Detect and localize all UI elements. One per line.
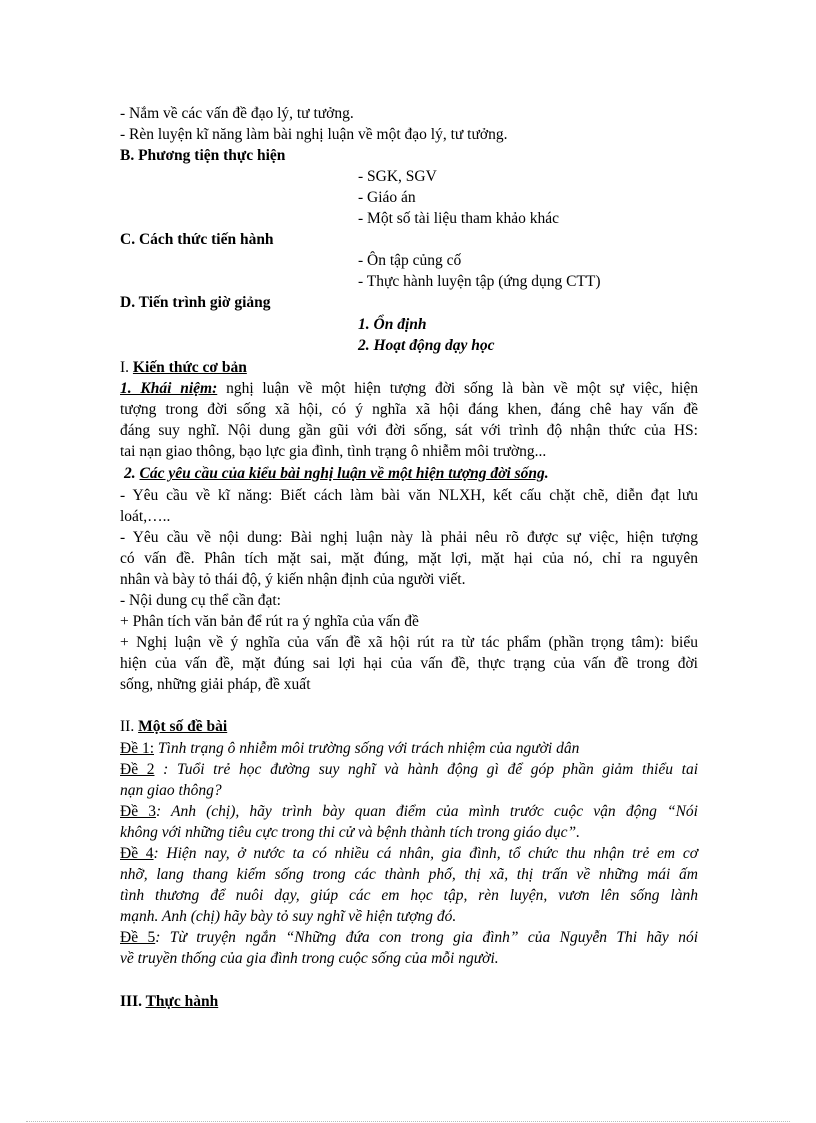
section-c-title: C. Cách thức tiến hành [120,231,274,248]
topic-5-line-2: về truyền thống của gia đình trong cuộc sống của mỗi người. [120,950,499,967]
requirements-heading [124,464,549,484]
req-num: 2. [124,465,140,482]
concept-label: 1. Khái niệm: [120,380,218,397]
topic-3-label: Đề 3 [120,803,156,820]
topic-3-text: : Anh (chị), hãy trình bày quan điểm của mình trước cuộc vận động “Nói [155,803,698,820]
topic-2-text: : Tuổi trẻ học đường suy nghĩ và hành động gì để góp phần giảm thiểu tai [154,761,698,778]
topic-4-line-1 [120,844,698,864]
part3-num: III. [120,993,146,1010]
topic-4-line-4: mạnh. Anh (chị) hãy bày tỏ suy nghĩ về hiện tượng đó. [120,908,457,925]
topic-1-text: Tình trạng ô nhiễm môi trường sống với trách nhiệm của người dân [154,740,580,757]
section-b-item: - Giáo án [358,189,416,206]
part2-heading [120,717,227,737]
topic-1-label: Đề 1: [120,740,155,757]
req-line: - Yêu cầu về kĩ năng: Biết cách làm bài văn NLXH, kết cấu chặt chẽ, diễn đạt lưu [120,487,698,504]
topic-4-label: Đề 4 [120,845,154,862]
topic-1-line-1 [120,739,579,759]
section-c-item: - Ôn tập củng cố [358,252,462,269]
part2-title: Một số đề bài [138,718,228,735]
concept-line-2: tượng trong đời sống xã hội, có ý nghĩa xã hội đáng khen, đáng chê hay vấn đề [120,401,698,418]
concept-line-3: đáng suy nghĩ. Nội dung gần gũi với đời sống, sát với trình độ nhận thức của HS: [120,422,698,439]
section-d-item: 1. Ổn định [358,316,427,333]
topic-2-label: Đề 2 [120,761,155,778]
req-line: - Nội dung cụ thể cần đạt: [120,592,281,609]
section-b-item: - SGK, SGV [358,168,437,185]
topic-5-label: Đề 5 [120,929,156,946]
topic-3-line-2: không với những tiêu cực trong thi cử và bệnh thành tích trong giáo dục”. [120,824,580,841]
part2-num: II. [120,718,139,735]
req-line: loát,….. [120,508,171,525]
section-b-item: - Một số tài liệu tham khảo khác [358,210,560,227]
req-line: hiện của vấn đề, mặt đúng sai lợi hại của vấn đề, thực trạng của vấn đề trong đời [120,655,698,672]
req-line: + Phân tích văn bản để rút ra ý nghĩa của vấn đề [120,613,419,630]
section-d-item: 2. Hoạt động dạy học [358,337,495,354]
topic-5-text: : Từ truyện ngắn “Những đứa con trong gia đình” của Nguyễn Thi hãy nói [155,929,699,946]
topic-4-line-3: tình thương để nuôi dạy, giúp các em học tập, rèn luyện, vươn lên sống lành [120,887,698,904]
topic-3-line-1 [120,802,698,822]
section-c-item: - Thực hành luyện tập (ứng dụng CTT) [358,273,601,290]
req-line: - Yêu cầu về nội dung: Bài nghị luận này là phải nêu rõ được sự việc, hiện tượng [120,529,698,546]
concept-line-4: tai nạn giao thông, bạo lực gia đình, tình trạng ô nhiễm môi trường... [120,443,547,460]
topic-4-text: : Hiện nay, ở nước ta có nhiều cá nhân, gia đình, tổ chức thu nhận trẻ em cơ [153,845,698,862]
topic-2-line-1 [120,760,698,780]
req-line: + Nghị luận về ý nghĩa của vấn đề xã hội rút ra từ tác phẩm (phần trọng tâm): biểu [120,634,698,651]
goal-line-2: - Rèn luyện kĩ năng làm bài nghị luận về một đạo lý, tư tưởng. [120,126,508,143]
req-line: nhân và bày tỏ thái độ, ý kiến nhận định của người viết. [120,571,466,588]
topic-2-line-2: nạn giao thông? [120,782,222,799]
concept-text: nghị luận về một hiện tượng đời sống là bàn về một sự việc, hiện [217,380,698,397]
part1-num: I. [120,359,133,376]
topic-4-line-2: nhỡ, lang thang kiếm sống trong các thành phố, thị xã, thị trấn về những mái ấm [120,866,698,883]
part1-heading [120,358,247,378]
req-line: sống, những giải pháp, đề xuất [120,676,311,693]
req-end: . [544,465,549,482]
section-b-title: B. Phương tiện thực hiện [120,147,286,164]
part3-heading [120,992,218,1012]
part1-title: Kiến thức cơ bản [132,359,247,376]
goal-line-1: - Nắm về các vấn đề đạo lý, tư tưởng. [120,105,354,122]
req-line: có vấn đề. Phân tích mặt sai, mặt đúng, mặt lợi, mặt hại của nó, chỉ ra nguyên [120,550,698,567]
section-d-title: D. Tiến trình giờ giảng [120,294,271,311]
concept-line-1 [120,379,698,399]
topic-5-line-1 [120,928,698,948]
part3-title: Thực hành [145,993,219,1010]
req-title: Các yêu cầu của kiểu bài nghị luận về một hiện tượng đời sống [139,465,545,482]
page-bottom-border [26,1121,790,1122]
